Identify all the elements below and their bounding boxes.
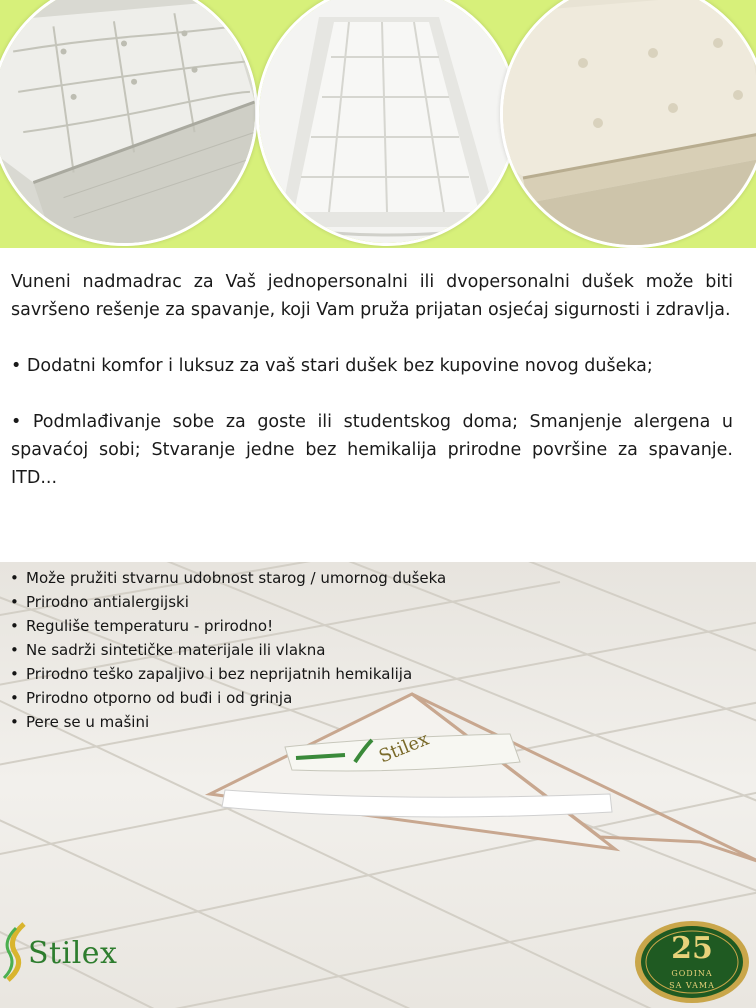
mattress-topper-photo-2 (256, 0, 518, 246)
intro-bullet-rejuvenation: • Podmlađivanje sobe za goste ili studentskog doma; Smanjenje alergena u spavaćoj sobi; Stvaranje jedne bez hemikalija prirodne površine za spavanje. ITD... (11, 412, 733, 488)
feature-item: • Prirodno antialergijski (10, 590, 446, 614)
feature-item: • Prirodno teško zapaljivo i bez neprijatnih hemikalija (10, 662, 446, 686)
badge-line-2: SA VAMA (669, 981, 715, 990)
feature-list (10, 566, 446, 734)
top-banner (0, 0, 756, 248)
badge-line-1: GODINA (671, 969, 713, 978)
stilex-logo (2, 922, 152, 982)
intro-bullet-comfort: • Dodatni komfor i luksuz za vaš stari dušek bez kupovine novog dušeka; (11, 356, 653, 376)
logo-text: Stilex (28, 936, 118, 971)
feature-item: • Prirodno otporno od buđi i od grinja (10, 686, 446, 710)
anniversary-badge (633, 919, 751, 1005)
intro-text (11, 268, 733, 492)
product-tag-label: Stilex (376, 728, 432, 768)
mattress-topper-photo-3 (500, 0, 756, 248)
feature-item: • Pere se u mašini (10, 710, 446, 734)
badge-number: 25 (671, 931, 713, 966)
mattress-topper-photo-1 (0, 0, 258, 246)
feature-item: • Reguliše temperaturu - prirodno! (10, 614, 446, 638)
feature-item: • Ne sadrži sintetičke materijale ili vlakna (10, 638, 446, 662)
product-photo (0, 562, 756, 1008)
feature-item: • Može pružiti stvarnu udobnost starog / umornog dušeka (10, 566, 446, 590)
intro-paragraph: Vuneni nadmadrac za Vaš jednopersonalni ili dvopersonalni dušek može biti savršeno rešenje za spavanje, koji Vam pruža prijatan osjećaj sigurnosti i zdravlja. (11, 272, 733, 320)
